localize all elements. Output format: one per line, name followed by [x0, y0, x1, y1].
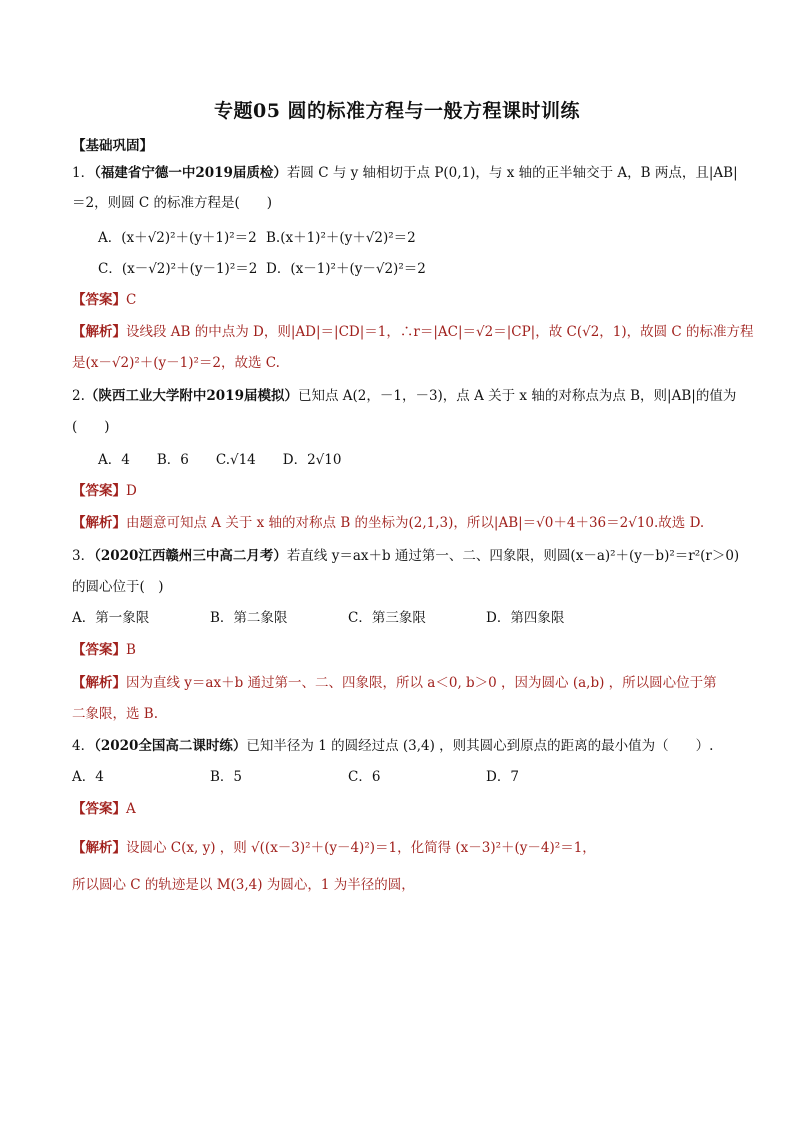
analysis-text: 设线段 AB 的中点为 D，则|AD|＝|CD|＝1，∴r＝|AC|＝√2＝|CP|，故 C(√2，1)，故圆 C 的标准方程 [126, 324, 754, 340]
section-heading: 【基础巩固】 [72, 138, 153, 154]
option-b: B．第二象限 [210, 610, 288, 626]
q4-options [72, 767, 732, 787]
analysis-tag: 【解析】 [72, 840, 126, 856]
q2-options: A．4 B．6 C.√14 D．2√10 [98, 452, 342, 468]
question-3-text-cont: 的圆心位于( ) [72, 579, 164, 595]
question-number: 1． [72, 165, 95, 181]
answer-value: B [126, 642, 136, 658]
analysis-text: 因为直线 y＝ax＋b 通过第一、二、四象限，所以 a＜0, b＞0 ，因为圆心 (a,b) ，所以圆心位于第 [126, 675, 717, 691]
option-d: D．7 [486, 769, 519, 785]
q1-analysis-cont: 是(x－√2)²＋(y－1)²＝2，故选 C. [72, 355, 280, 371]
answer-tag: 【答案】 [72, 483, 126, 499]
question-source: （2020全国高二课时练） [94, 738, 247, 754]
q4-analysis-cont: 所以圆心 C 的轨迹是以 M(3,4) 为圆心，1 为半径的圆， [72, 877, 415, 893]
answer-value: A [126, 801, 136, 817]
answer-value: D [126, 483, 137, 499]
option-a: A．第一象限 [72, 610, 150, 626]
question-text: 已知点 A(2，－1，－3)，点 A 关于 x 轴的对称点为点 B，则|AB|的值为 [297, 388, 737, 404]
question-1 [72, 163, 738, 183]
option-c: C．6 [348, 769, 381, 785]
question-number: 3． [72, 548, 95, 564]
q3-options [72, 608, 732, 628]
q1-options-row-1 [98, 228, 758, 248]
q1-options-row-2 [98, 259, 758, 279]
analysis-text: 设圆心 C(x, y) ，则 √((x－3)²＋(y－4)²)＝1，化简得 (x－3)²＋(y－4)²＝1， [126, 840, 596, 856]
answer-value: C [126, 292, 137, 308]
q1-analysis [72, 322, 754, 342]
question-2 [72, 386, 737, 406]
question-number: 2. [72, 388, 85, 404]
q3-answer [72, 640, 732, 660]
question-number: 4． [72, 738, 95, 754]
analysis-tag: 【解析】 [72, 324, 126, 340]
option-c: C．(x－√2)²＋(y－1)²＝2 [98, 261, 258, 277]
question-3 [72, 546, 740, 566]
q4-analysis [72, 838, 732, 858]
q3-analysis [72, 673, 732, 693]
option-d: D．第四象限 [486, 610, 565, 626]
q4-answer [72, 799, 732, 819]
question-text: 若直线 y＝ax＋b 通过第一、二、四象限，则圆(x－a)²＋(y－b)²＝r²(r＞0) [286, 548, 740, 564]
answer-tag: 【答案】 [72, 642, 126, 658]
option-b: B.(x＋1)²＋(y＋√2)²＝2 [266, 230, 416, 246]
question-4 [72, 736, 732, 756]
analysis-text: 由题意可知点 A 关于 x 轴的对称点 B 的坐标为(2,1,3)，所以|AB|＝√0＋4＋36＝2√10.故选 D. [126, 515, 705, 531]
analysis-tag: 【解析】 [72, 515, 126, 531]
option-a: A．(x＋√2)²＋(y＋1)²＝2 [98, 230, 257, 246]
q3-analysis-cont: 二象限，选 B. [72, 706, 159, 722]
option-c: C．第三象限 [348, 610, 426, 626]
question-2-text-cont: ( ) [72, 419, 110, 435]
q2-analysis [72, 513, 732, 533]
page-title: 专题05 圆的标准方程与一般方程课时训练 [213, 100, 581, 122]
question-text: 若圆 C 与 y 轴相切于点 P(0,1)，与 x 轴的正半轴交于 A，B 两点，且|AB| [286, 165, 738, 181]
q2-answer [72, 481, 732, 501]
question-source: （陕西工业大学附中2019届模拟） [84, 388, 298, 404]
option-a: A．4 [72, 769, 104, 785]
question-source: （2020江西赣州三中高二月考） [94, 548, 287, 564]
question-source: （福建省宁德一中2019届质检） [94, 165, 287, 181]
answer-tag: 【答案】 [72, 801, 126, 817]
option-d: D．(x－1)²＋(y－√2)²＝2 [266, 261, 426, 277]
question-text: 已知半径为 1 的圆经过点 (3,4) ，则其圆心到原点的距离的最小值为（ ）. [246, 738, 714, 754]
answer-tag: 【答案】 [72, 292, 126, 308]
analysis-tag: 【解析】 [72, 675, 126, 691]
option-b: B．5 [210, 769, 243, 785]
question-1-text-cont: ＝2，则圆 C 的标准方程是( ) [72, 195, 273, 211]
q1-answer [72, 290, 732, 310]
